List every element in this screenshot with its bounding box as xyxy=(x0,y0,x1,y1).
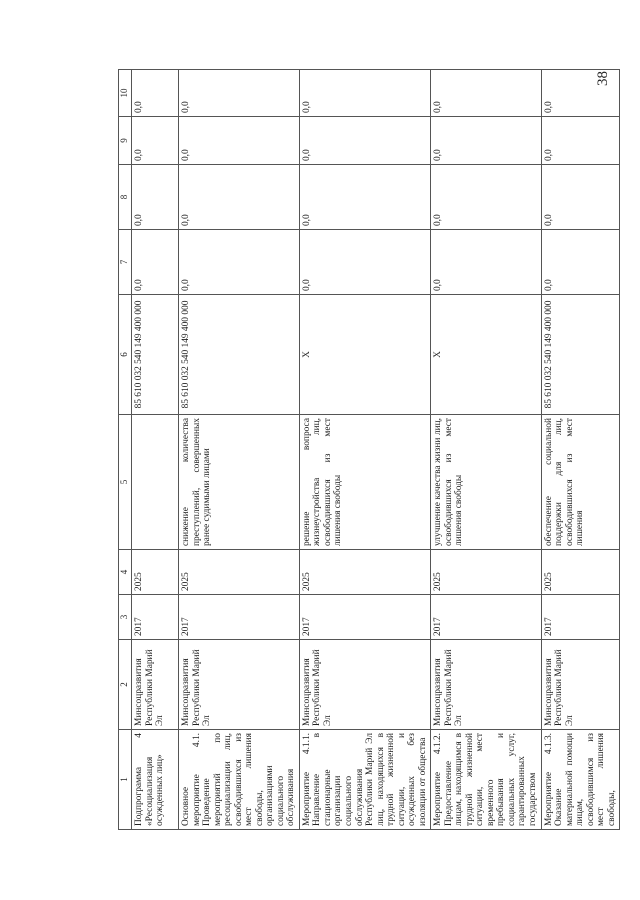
col-header-2: 2 xyxy=(119,640,132,730)
cell-executor: Минсоцразвития Республики Марий Эл xyxy=(132,640,179,730)
cell-value-8: 0,0 xyxy=(541,165,620,230)
cell-value-10: 0,0 xyxy=(132,70,179,117)
table-row xyxy=(431,70,541,830)
cell-value-10: 0,0 xyxy=(299,70,430,117)
cell-budget-code: 85 610 032 540 149 400 000 xyxy=(132,295,179,415)
cell-start-year: 2017 xyxy=(179,595,300,640)
cell-budget-code: X xyxy=(299,295,430,415)
cell-value-9: 0,0 xyxy=(299,117,430,165)
cell-end-year: 2025 xyxy=(299,550,430,595)
table-row xyxy=(179,70,300,830)
program-table xyxy=(118,69,620,830)
cell-value-10: 0,0 xyxy=(541,70,620,117)
cell-value-10: 0,0 xyxy=(431,70,541,117)
cell-result: обеспечение социальной поддержки для лиц, освободившихся из мест лишения xyxy=(541,415,620,550)
table-row xyxy=(132,70,179,830)
cell-end-year: 2025 xyxy=(132,550,179,595)
cell-result xyxy=(132,415,179,550)
cell-value-7: 0,0 xyxy=(132,230,179,295)
cell-value-9: 0,0 xyxy=(132,117,179,165)
cell-value-7: 0,0 xyxy=(179,230,300,295)
cell-value-9: 0,0 xyxy=(431,117,541,165)
cell-measure xyxy=(132,730,179,830)
cell-executor: Минсоцразвития Республики Марий Эл xyxy=(431,640,541,730)
col-header-9: 9 xyxy=(119,117,132,165)
col-header-1: 1 xyxy=(119,730,132,830)
header-row xyxy=(119,70,132,830)
cell-value-8: 0,0 xyxy=(132,165,179,230)
cell-budget-code: X xyxy=(431,295,541,415)
cell-start-year: 2017 xyxy=(541,595,620,640)
cell-value-7: 0,0 xyxy=(431,230,541,295)
cell-start-year: 2017 xyxy=(299,595,430,640)
cell-measure: Мероприятие 4.1.2. Предоставление лицам, находящимся в трудной жизненной ситуации, мест временного пребывания и социальных услуг, гарантированных государством xyxy=(431,730,541,830)
cell-value-10: 0,0 xyxy=(179,70,300,117)
cell-value-9: 0,0 xyxy=(541,117,620,165)
col-header-3: 3 xyxy=(119,595,132,640)
cell-value-8: 0,0 xyxy=(299,165,430,230)
cell-measure: Основное мероприятие 4.1. Проведение мероприятий по ресоциализации лиц, освободившихся из мест лишения свободы, организациями социального обслуживания xyxy=(179,730,300,830)
cell-value-7: 0,0 xyxy=(299,230,430,295)
cell-start-year: 2017 xyxy=(431,595,541,640)
cell-value-8: 0,0 xyxy=(179,165,300,230)
cell-end-year: 2025 xyxy=(541,550,620,595)
col-header-5: 5 xyxy=(119,415,132,550)
cell-result: решение вопроса жизнеустройства лиц, освободившихся из мест лишения свободы xyxy=(299,415,430,550)
cell-value-8: 0,0 xyxy=(431,165,541,230)
cell-result: снижение количества преступлений, совершенных ранее судимыми лицами xyxy=(179,415,300,550)
measure-text: Подпрограмма «Ресоциализация осужденных лиц» xyxy=(134,754,166,826)
col-header-8: 8 xyxy=(119,165,132,230)
table-row xyxy=(299,70,430,830)
col-header-7: 7 xyxy=(119,230,132,295)
cell-executor: Минсоцразвития Республики Марий Эл xyxy=(541,640,620,730)
col-header-10: 10 xyxy=(119,70,132,117)
cell-start-year: 2017 xyxy=(132,595,179,640)
cell-budget-code: 85 610 032 540 149 400 000 xyxy=(179,295,300,415)
cell-executor: Минсоцразвития Республики Марий Эл xyxy=(179,640,300,730)
cell-end-year: 2025 xyxy=(431,550,541,595)
cell-result: улучшение качества жизни лиц, освободившихся из мест лишения свободы xyxy=(431,415,541,550)
col-header-4: 4 xyxy=(119,550,132,595)
col-header-6: 6 xyxy=(119,295,132,415)
rotated-table-wrapper xyxy=(118,70,638,830)
cell-value-7: 0,0 xyxy=(541,230,620,295)
cell-measure: Мероприятие 4.1.3. Оказание материальной помощи лицам, освободившимся из мест лишения свободы, xyxy=(541,730,620,830)
cell-value-9: 0,0 xyxy=(179,117,300,165)
cell-executor: Минсоцразвития Республики Марий Эл xyxy=(299,640,430,730)
page-number: 38 xyxy=(595,71,611,86)
cell-measure: Мероприятие 4.1.1. Направление в стационарные организации социального обслуживания Республики Марий Эл лиц, находящихся в трудной жизненной ситуации, и осужденных без изоляции от общества xyxy=(299,730,430,830)
cell-budget-code: 85 610 032 540 149 400 000 xyxy=(541,295,620,415)
measure-number: 4 xyxy=(134,733,144,738)
cell-end-year: 2025 xyxy=(179,550,300,595)
table-row xyxy=(541,70,620,830)
